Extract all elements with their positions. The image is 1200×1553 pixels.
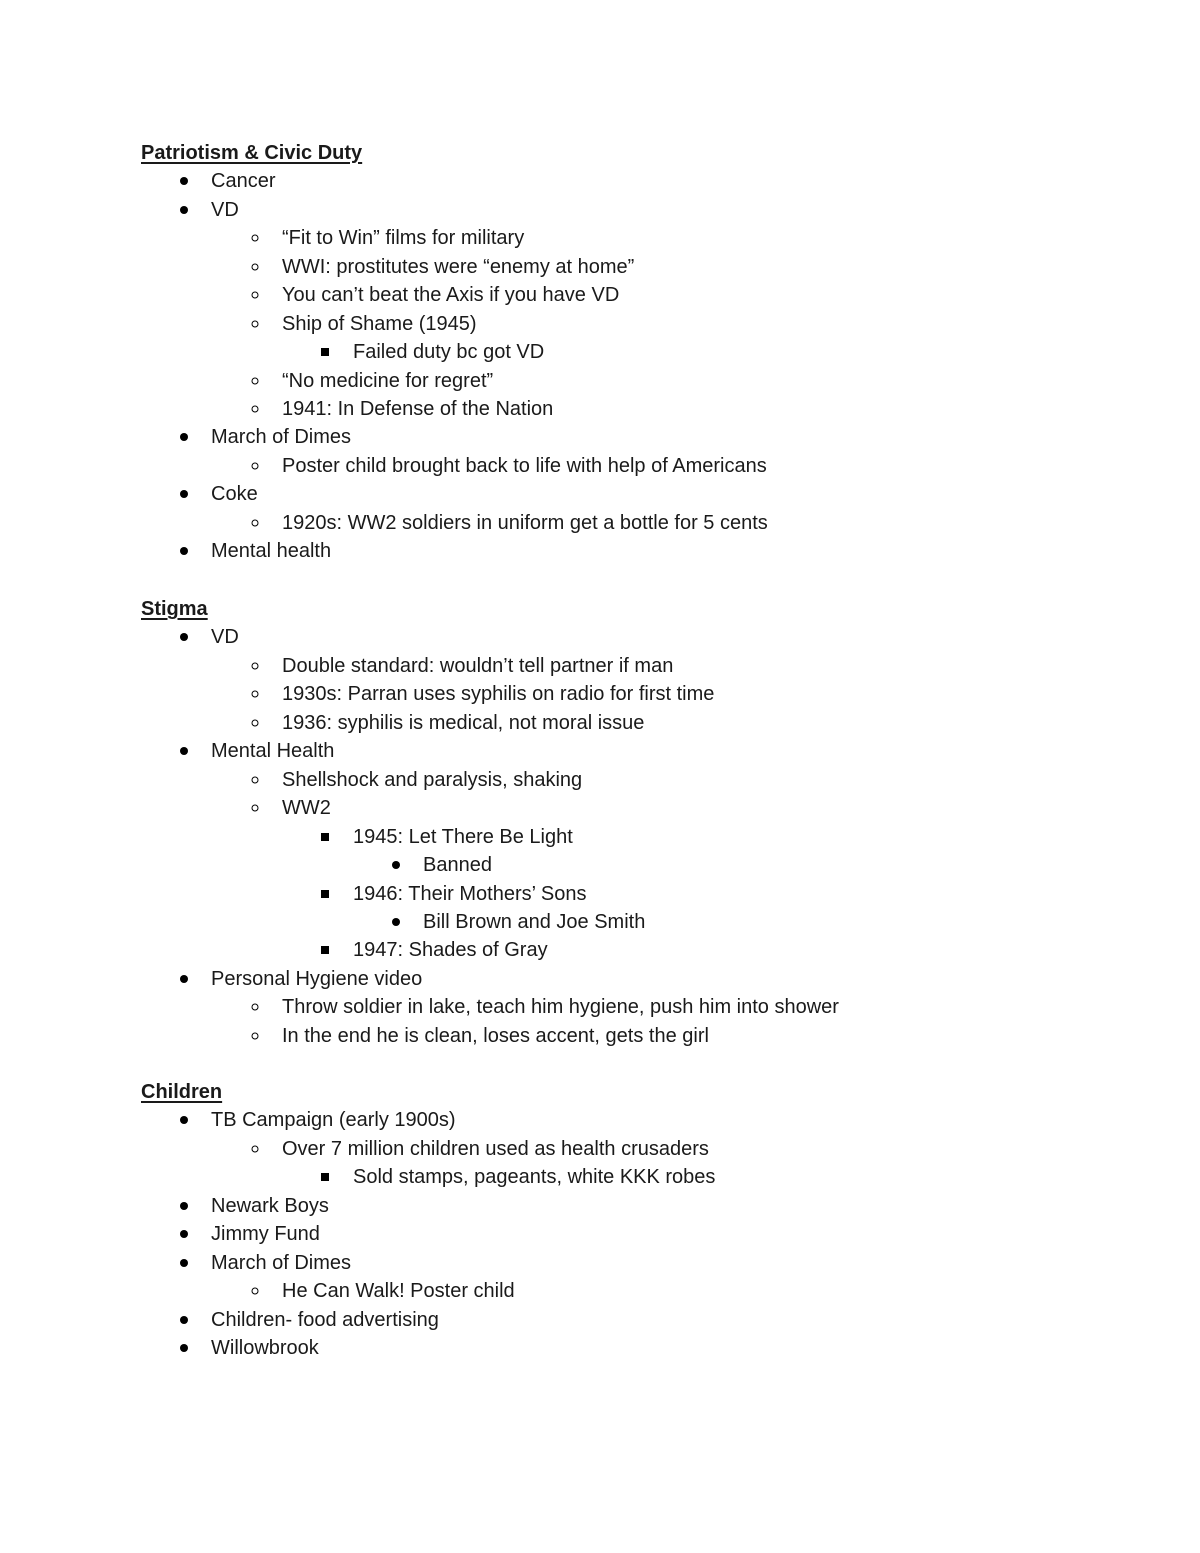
list-item — [0, 794, 1200, 822]
list-item-text: Cancer — [211, 170, 276, 192]
list-item-text: Poster child brought back to life with help of Americans — [282, 455, 767, 477]
list-item-text: Mental health — [211, 540, 332, 562]
list-item-text: Personal Hygiene video — [211, 968, 423, 990]
disc-bullet-icon — [180, 433, 188, 441]
square-bullet-icon — [321, 946, 329, 954]
list-item — [0, 993, 1200, 1021]
circle-bullet-icon — [252, 1004, 259, 1011]
section-heading-text: Patriotism & Civic Duty — [141, 142, 363, 164]
circle-bullet-icon — [252, 805, 259, 812]
list-item-text: TB Campaign (early 1900s) — [211, 1109, 456, 1131]
list-item-text: Over 7 million children used as health crusaders — [282, 1138, 709, 1160]
section-heading — [0, 595, 1200, 623]
square-bullet-icon — [321, 1173, 329, 1181]
list-item-text: Throw soldier in lake, teach him hygiene, push him into shower — [282, 996, 839, 1018]
list-item — [0, 367, 1200, 395]
list-item-text: He Can Walk! Poster child — [282, 1280, 515, 1302]
list-item-text: “Fit to Win” films for military — [282, 227, 525, 249]
list-item — [0, 652, 1200, 680]
section-heading-text: Children — [141, 1081, 223, 1103]
list-item-text: 1941: In Defense of the Nation — [282, 398, 554, 420]
list-item — [0, 766, 1200, 794]
list-item-text: Double standard: wouldn’t tell partner if man — [282, 655, 674, 677]
list-item — [0, 680, 1200, 708]
list-item — [0, 1022, 1200, 1050]
list-item — [0, 851, 1200, 879]
list-item-text: Children- food advertising — [211, 1309, 439, 1331]
list-item — [0, 423, 1200, 451]
list-item-text: In the end he is clean, loses accent, gets the girl — [282, 1025, 709, 1047]
list-item-text: Ship of Shame (1945) — [282, 313, 477, 335]
disc-bullet-icon — [180, 1202, 188, 1210]
disc-bullet-icon — [392, 918, 400, 926]
disc-bullet-icon — [180, 1344, 188, 1352]
list-item — [0, 480, 1200, 508]
list-item-text: Jimmy Fund — [211, 1223, 320, 1245]
circle-bullet-icon — [252, 720, 259, 727]
square-bullet-icon — [321, 890, 329, 898]
circle-bullet-icon — [252, 264, 259, 271]
section-heading — [0, 139, 1200, 167]
list-item — [0, 1306, 1200, 1334]
list-item-text: Shellshock and paralysis, shaking — [282, 769, 583, 791]
list-item-text: 1946: Their Mothers’ Sons — [353, 883, 587, 905]
circle-bullet-icon — [252, 1288, 259, 1295]
list-item — [0, 281, 1200, 309]
list-item — [0, 1249, 1200, 1277]
list-item — [0, 167, 1200, 195]
list-item — [0, 965, 1200, 993]
list-item — [0, 509, 1200, 537]
list-item — [0, 395, 1200, 423]
list-item-text: WWI: prostitutes were “enemy at home” — [282, 256, 635, 278]
circle-bullet-icon — [252, 292, 259, 299]
list-item — [0, 310, 1200, 338]
list-item — [0, 1334, 1200, 1362]
list-item-text: Sold stamps, pageants, white KKK robes — [353, 1166, 716, 1188]
disc-bullet-icon — [392, 861, 400, 869]
square-bullet-icon — [321, 833, 329, 841]
list-item — [0, 823, 1200, 851]
section-heading-text: Stigma — [141, 598, 208, 620]
circle-bullet-icon — [252, 378, 259, 385]
list-item-text: 1920s: WW2 soldiers in uniform get a bottle for 5 cents — [282, 512, 768, 534]
list-item-text: 1936: syphilis is medical, not moral issue — [282, 712, 645, 734]
list-item — [0, 623, 1200, 651]
circle-bullet-icon — [252, 1146, 259, 1153]
circle-bullet-icon — [252, 520, 259, 527]
circle-bullet-icon — [252, 777, 259, 784]
circle-bullet-icon — [252, 321, 259, 328]
disc-bullet-icon — [180, 490, 188, 498]
disc-bullet-icon — [180, 747, 188, 755]
list-item — [0, 1135, 1200, 1163]
square-bullet-icon — [321, 348, 329, 356]
disc-bullet-icon — [180, 1259, 188, 1267]
list-item-text: WW2 — [282, 797, 331, 819]
list-item — [0, 1106, 1200, 1134]
disc-bullet-icon — [180, 1230, 188, 1238]
list-item-text: Newark Boys — [211, 1195, 329, 1217]
list-item — [0, 1277, 1200, 1305]
list-item — [0, 1192, 1200, 1220]
list-item-text: 1945: Let There Be Light — [353, 826, 573, 848]
list-item — [0, 196, 1200, 224]
circle-bullet-icon — [252, 663, 259, 670]
disc-bullet-icon — [180, 1316, 188, 1324]
list-item-text: Mental Health — [211, 740, 335, 762]
list-item-text: 1947: Shades of Gray — [353, 939, 548, 961]
list-item-text: VD — [211, 199, 239, 221]
list-item — [0, 936, 1200, 964]
list-item — [0, 1220, 1200, 1248]
list-item — [0, 253, 1200, 281]
list-item-text: “No medicine for regret” — [282, 370, 494, 392]
list-item — [0, 1163, 1200, 1191]
list-item-text: Willowbrook — [211, 1337, 319, 1359]
list-item-text: Bill Brown and Joe Smith — [423, 911, 646, 933]
list-item — [0, 709, 1200, 737]
circle-bullet-icon — [252, 463, 259, 470]
list-item — [0, 537, 1200, 565]
list-item — [0, 224, 1200, 252]
list-item — [0, 452, 1200, 480]
disc-bullet-icon — [180, 975, 188, 983]
list-item-text: You can’t beat the Axis if you have VD — [282, 284, 620, 306]
disc-bullet-icon — [180, 547, 188, 555]
circle-bullet-icon — [252, 1033, 259, 1040]
circle-bullet-icon — [252, 691, 259, 698]
list-item — [0, 908, 1200, 936]
list-item — [0, 338, 1200, 366]
disc-bullet-icon — [180, 1116, 188, 1124]
list-item-text: VD — [211, 626, 239, 648]
list-item-text: March of Dimes — [211, 426, 352, 448]
list-item-text: March of Dimes — [211, 1252, 352, 1274]
disc-bullet-icon — [180, 206, 188, 214]
disc-bullet-icon — [180, 633, 188, 641]
list-item-text: Coke — [211, 483, 258, 505]
list-item-text: 1930s: Parran uses syphilis on radio for first time — [282, 683, 715, 705]
list-item-text: Failed duty bc got VD — [353, 341, 545, 363]
circle-bullet-icon — [252, 235, 259, 242]
section-heading — [0, 1078, 1200, 1106]
disc-bullet-icon — [180, 177, 188, 185]
list-item-text: Banned — [423, 854, 492, 876]
list-item — [0, 737, 1200, 765]
circle-bullet-icon — [252, 406, 259, 413]
list-item — [0, 880, 1200, 908]
